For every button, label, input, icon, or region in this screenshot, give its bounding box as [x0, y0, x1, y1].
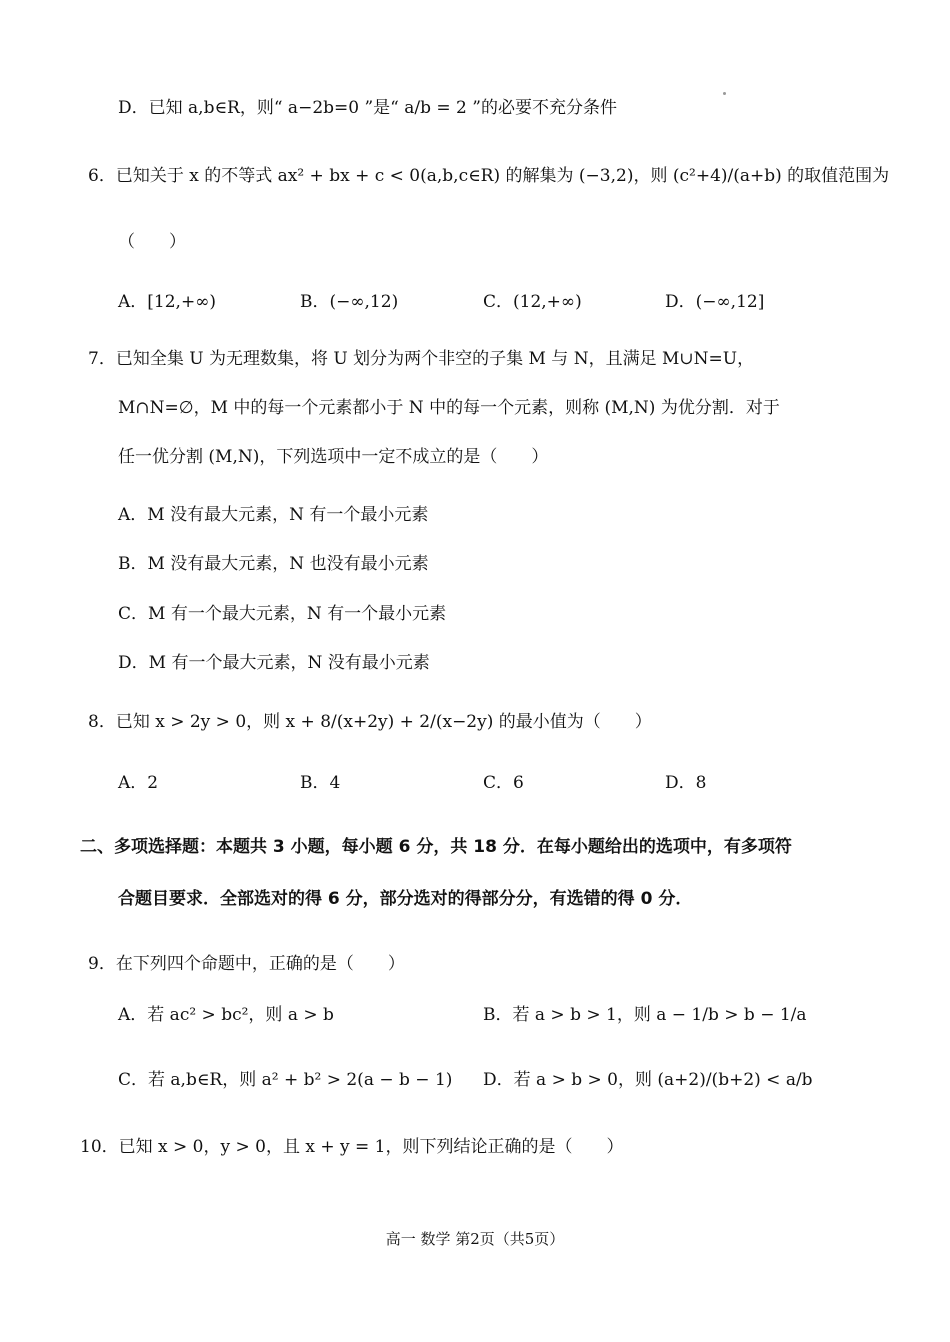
q6-option-b: B．(−∞,12) [300, 292, 399, 312]
q7-option-a: A．M 没有最大元素，N 有一个最小元素 [118, 505, 429, 525]
q9-option-b: B．若 a > b > 1，则 a − 1/b > b − 1/a [483, 1005, 807, 1025]
section2-heading-line1: 二、多项选择题：本题共 3 小题，每小题 6 分，共 18 分．在每小题给出的选项中，有多项符 [80, 837, 792, 857]
q10-stem: 10．已知 x > 0，y > 0，且 x + y = 1，则下列结论正确的是（ ） [80, 1137, 624, 1157]
q7-option-d: D．M 有一个最大元素，N 没有最小元素 [118, 653, 430, 673]
q9-option-a: A．若 ac² > bc²，则 a > b [118, 1005, 334, 1025]
page-footer: 高一 数学 第2页（共5页） [385, 1230, 565, 1248]
q5-option-d: D．已知 a,b∈R，则“ a−2b=0 ”是“ a/b = 2 ”的必要不充分条件 [118, 98, 617, 118]
q7-option-b: B．M 没有最大元素，N 也没有最小元素 [118, 554, 429, 574]
q8-option-c: C．6 [483, 773, 524, 793]
q8-option-a: A．2 [118, 773, 159, 793]
q9-option-c: C．若 a,b∈R，则 a² + b² > 2(a − b − 1) [118, 1070, 453, 1090]
q6-option-a: A．[12,+∞) [118, 292, 216, 312]
q6-stem: 6．已知关于 x 的不等式 ax² + bx + c < 0(a,b,c∈R) 的解集为 (−3,2)，则 (c²+4)/(a+b) 的取值范围为 [88, 166, 890, 186]
q9-option-d: D．若 a > b > 0，则 (a+2)/(b+2) < a/b [483, 1070, 813, 1090]
q6-option-d: D．(−∞,12] [665, 292, 765, 312]
q7-line1: 7．已知全集 U 为无理数集，将 U 划分为两个非空的子集 M 与 N，且满足 M∪N=U， [88, 349, 755, 369]
q8-option-d: D．8 [665, 773, 707, 793]
q8-stem: 8．已知 x > 2y > 0，则 x + 8/(x+2y) + 2/(x−2y) 的最小值为（ ） [88, 712, 652, 732]
q7-option-c: C．M 有一个最大元素，N 有一个最小元素 [118, 604, 447, 624]
q8-option-b: B．4 [300, 773, 341, 793]
scan-speck [723, 92, 726, 95]
q9-stem: 9．在下列四个命题中，正确的是（ ） [88, 954, 405, 974]
q6-option-c: C．(12,+∞) [483, 292, 582, 312]
q7-line3: 任一优分割 (M,N)，下列选项中一定不成立的是（ ） [118, 447, 549, 467]
q6-answer-paren: （ ） [118, 232, 186, 252]
q7-line2: M∩N=∅，M 中的每一个元素都小于 N 中的每一个元素，则称 (M,N) 为优分割．对于 [118, 398, 780, 418]
section2-heading-line2: 合题目要求．全部选对的得 6 分，部分选对的得部分分，有选错的得 0 分． [118, 889, 693, 909]
